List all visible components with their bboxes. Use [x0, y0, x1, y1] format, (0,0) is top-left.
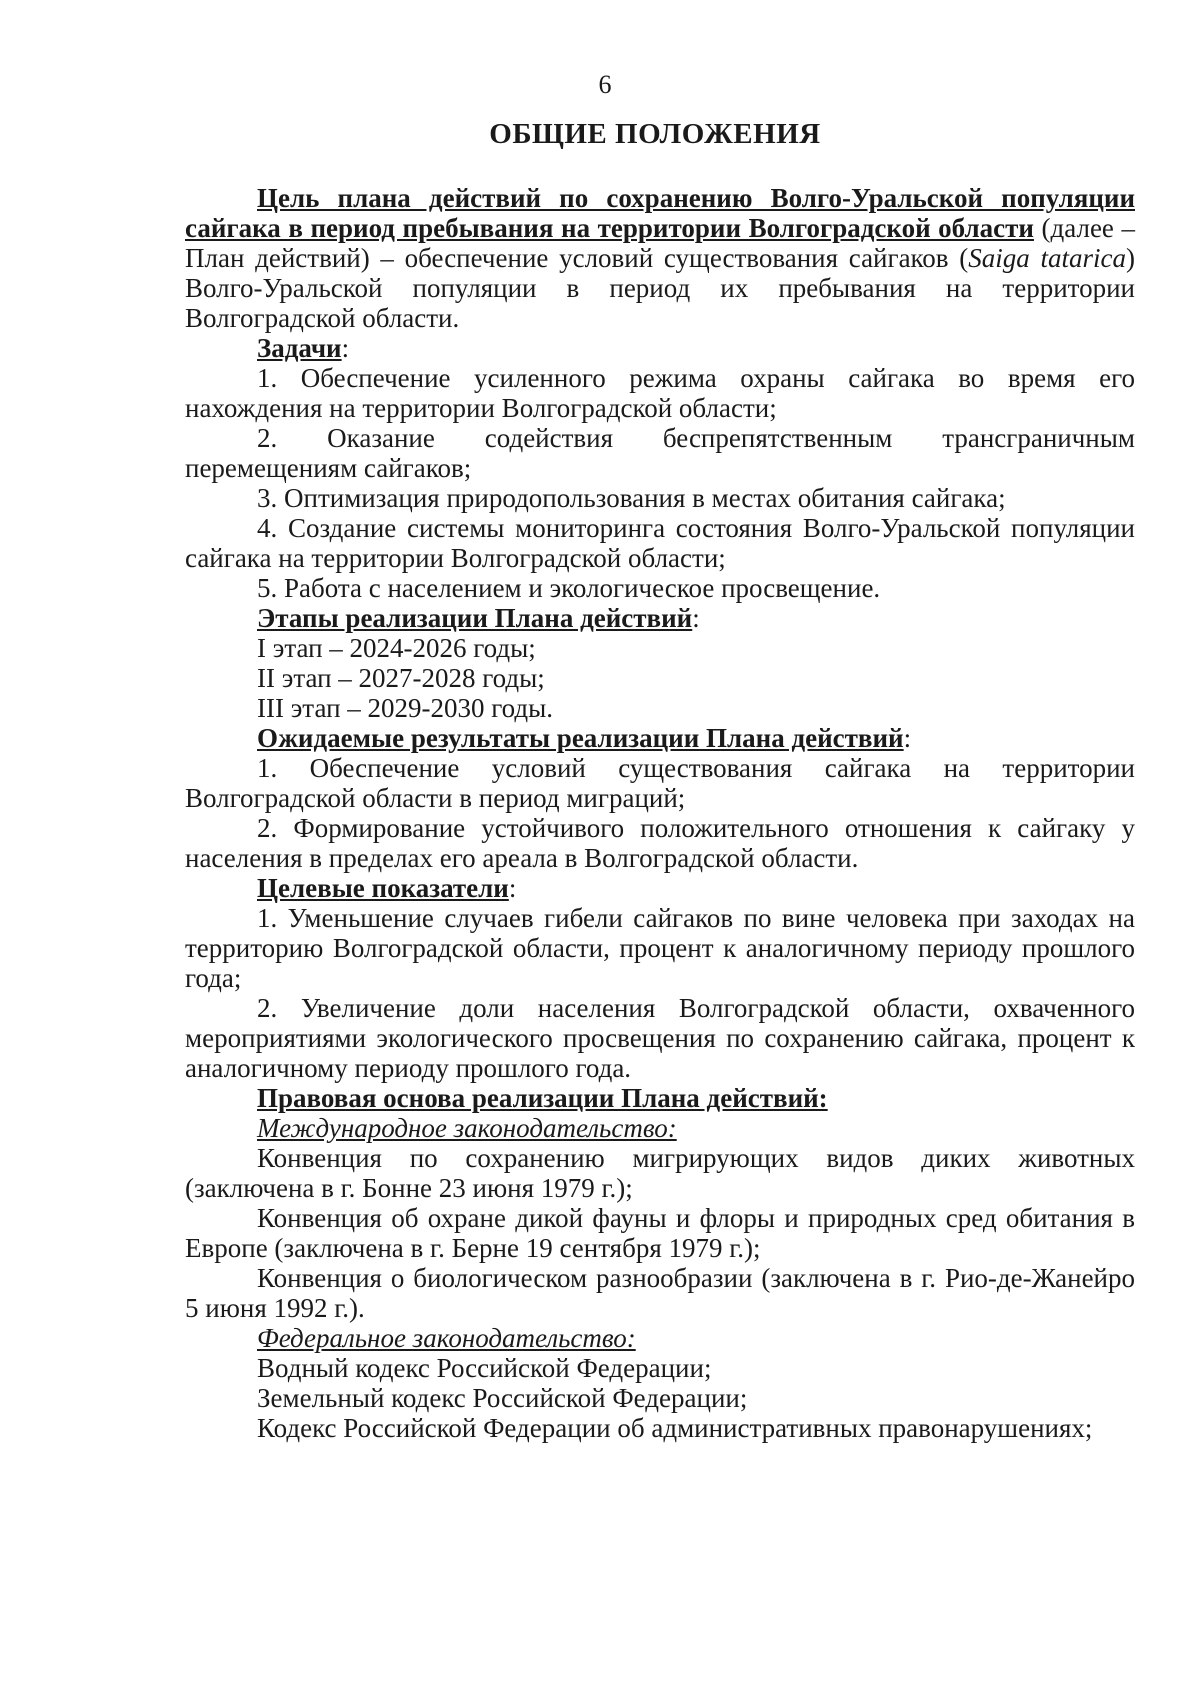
federal-heading-line	[185, 1323, 1135, 1353]
tasks-heading-line: Задачи:	[257, 333, 350, 363]
stage-item-1: I этап – 2024-2026 годы;	[257, 633, 536, 663]
indicators-heading: Целевые показатели	[257, 873, 509, 903]
federal-item-2: Земельный кодекс Российской Федерации;	[257, 1383, 748, 1413]
federal-item-1: Водный кодекс Российской Федерации;	[257, 1353, 712, 1383]
legal-heading-line	[185, 1083, 1135, 1113]
federal-heading: Федеральное законодательство:	[257, 1323, 636, 1353]
result-item-1: 1. Обеспечение условий существования сайгака на территории Волгоградской области в период миграций;	[185, 753, 1135, 813]
federal-item-3: Кодекс Российской Федерации об административных правонарушениях;	[257, 1413, 1093, 1443]
stage-item-3: III этап – 2029-2030 годы.	[257, 693, 554, 723]
page-title: ОБЩИЕ ПОЛОЖЕНИЯ	[489, 118, 821, 150]
result-item-2: 2. Формирование устойчивого положительного отношения к сайгаку у населения в пределах его ареала в Волгоградской области.	[185, 813, 1135, 873]
task-item-4: 4. Создание системы мониторинга состояния Волго-Уральской популяции сайгака на территории Волгоградской области;	[185, 513, 1135, 573]
goal-heading: Цель плана действий по сохранению Волго-Уральской популяции сайгака в период пребывания на территории Волгоградской области	[185, 183, 1135, 243]
task-item-1: 1. Обеспечение усиленного режима охраны сайгака во время его нахождения на территории Волгоградской области;	[185, 363, 1135, 423]
stage-item-2: II этап – 2027-2028 годы;	[257, 663, 545, 693]
international-heading: Международное законодательство:	[257, 1113, 677, 1143]
international-item-1: Конвенция по сохранению мигрирующих видов диких животных (заключена в г. Бонне 23 июня 1979 г.);	[185, 1143, 1135, 1203]
indicators-heading-line: Целевые показатели:	[257, 873, 517, 903]
indicator-item-2: 2. Увеличение доли населения Волгоградской области, охваченного мероприятиями экологического просвещения по сохранению сайгака, процент к аналогичному периоду прошлого года.	[185, 993, 1135, 1083]
task-item-2: 2. Оказание содействия беспрепятственным трансграничным перемещениям сайгаков;	[185, 423, 1135, 483]
international-item-3: Конвенция о биологическом разнообразии (заключена в г. Рио-де-Жанейро 5 июня 1992 г.).	[185, 1263, 1135, 1323]
indicator-item-1: 1. Уменьшение случаев гибели сайгаков по вине человека при заходах на территорию Волгоградской области, процент к аналогичному периоду прошлого года;	[185, 903, 1135, 993]
legal-heading: Правовая основа реализации Плана действий:	[257, 1083, 828, 1113]
results-heading: Ожидаемые результаты реализации Плана действий	[257, 723, 904, 753]
goal-paragraph	[185, 183, 1135, 333]
international-item-2: Конвенция об охране дикой фауны и флоры и природных сред обитания в Европе (заключена в г. Берне 19 сентября 1979 г.);	[185, 1203, 1135, 1263]
goal-text-after: ) Волго-Уральской популяции в период их пребывания на территории Волгоградской области.	[185, 243, 1135, 333]
task-item-5: 5. Работа с населением и экологическое просвещение.	[257, 573, 881, 603]
results-heading-line: Ожидаемые результаты реализации Плана действий:	[257, 723, 912, 753]
goal-text-before: (далее – План действий) – обеспечение условий существования сайгаков (	[185, 213, 1135, 273]
stages-heading-line: Этапы реализации Плана действий:	[257, 603, 700, 633]
page-number: 6	[598, 70, 612, 99]
tasks-heading: Задачи	[257, 333, 342, 363]
international-heading-line	[185, 1113, 1135, 1143]
document-body	[185, 183, 1135, 1443]
task-item-3: 3. Оптимизация природопользования в местах обитания сайгака;	[257, 483, 1006, 513]
stages-heading: Этапы реализации Плана действий	[257, 603, 693, 633]
goal-latin-name: Saiga tatarica	[968, 243, 1126, 273]
